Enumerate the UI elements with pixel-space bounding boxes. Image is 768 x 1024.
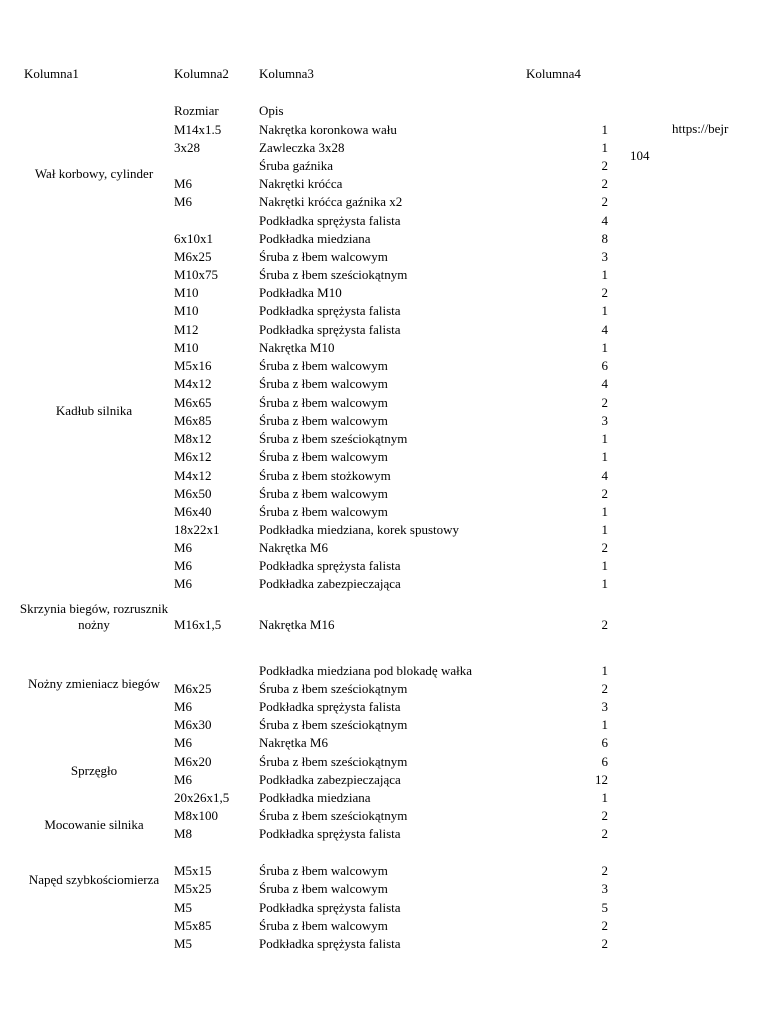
header-kolumna1: Kolumna1 xyxy=(24,66,79,81)
quantity-cell: 4 xyxy=(601,468,608,483)
table-row xyxy=(0,266,768,284)
quantity-cell: 3 xyxy=(601,413,608,428)
description-cell: Śruba z łbem sześciokątnym xyxy=(259,754,408,769)
table-row xyxy=(0,139,768,157)
table-row xyxy=(0,321,768,339)
description-cell: Śruba z łbem walcowym xyxy=(259,358,388,373)
size-cell: M6x12 xyxy=(174,449,212,464)
table-row xyxy=(0,430,768,448)
quantity-cell: 1 xyxy=(601,449,608,464)
table-row xyxy=(0,521,768,539)
table-row xyxy=(0,680,768,698)
description-cell: Śruba z łbem sześciokątnym xyxy=(259,717,408,732)
description-cell: Nakrętka M6 xyxy=(259,540,328,555)
quantity-cell: 2 xyxy=(601,194,608,209)
size-cell: M6x50 xyxy=(174,486,212,501)
table-row xyxy=(0,448,768,466)
table-row xyxy=(0,734,768,752)
size-cell: M5x15 xyxy=(174,863,212,878)
size-cell: M8x100 xyxy=(174,808,219,823)
table-row xyxy=(0,716,768,734)
quantity-cell: 1 xyxy=(601,303,608,318)
description-cell: Podkładka zabezpieczająca xyxy=(259,772,401,787)
quantity-cell: 1 xyxy=(601,558,608,573)
number-cell: 104 xyxy=(630,148,650,163)
quantity-cell: 1 xyxy=(601,431,608,446)
size-cell: M8x12 xyxy=(174,431,212,446)
description-cell: Podkładka zabezpieczająca xyxy=(259,576,401,591)
description-cell: Podkładka miedziana xyxy=(259,790,371,805)
description-cell: Śruba z łbem walcowym xyxy=(259,504,388,519)
size-cell: M6 xyxy=(174,194,193,209)
table-row xyxy=(0,302,768,320)
quantity-cell: 2 xyxy=(601,395,608,410)
description-cell: Śruba z łbem sześciokątnym xyxy=(259,681,408,696)
header-kolumna3: Kolumna3 xyxy=(259,66,314,81)
table-row xyxy=(0,935,768,953)
quantity-cell: 2 xyxy=(601,918,608,933)
quantity-cell: 1 xyxy=(601,122,608,137)
description-cell: Śruba z łbem stożkowym xyxy=(259,468,391,483)
description-cell: Śruba z łbem walcowym xyxy=(259,249,388,264)
table-row xyxy=(0,248,768,266)
quantity-cell: 6 xyxy=(601,735,608,750)
size-cell: M6 xyxy=(174,176,193,191)
description-cell: Śruba z łbem walcowym xyxy=(259,395,388,410)
description-cell: Śruba z łbem walcowym xyxy=(259,449,388,464)
quantity-cell: 1 xyxy=(601,790,608,805)
size-cell: 20x26x1,5 xyxy=(174,790,230,805)
table-row xyxy=(0,575,768,593)
description-cell: Nakrętka M16 xyxy=(259,617,335,632)
table-row xyxy=(0,503,768,521)
table-row xyxy=(0,212,768,230)
description-cell: Podkładka miedziana pod blokadę wałka xyxy=(259,663,472,678)
table-row xyxy=(0,121,768,139)
size-cell: M10x75 xyxy=(174,267,219,282)
description-cell: Podkładka sprężysta falista xyxy=(259,322,401,337)
table-row xyxy=(0,753,768,771)
subheader-size: Rozmiar xyxy=(174,103,219,118)
size-cell: M6 xyxy=(174,699,193,714)
table-row xyxy=(0,394,768,412)
size-cell: M14x1.5 xyxy=(174,122,222,137)
size-cell: M5 xyxy=(174,900,193,915)
table-row xyxy=(0,807,768,825)
size-cell: M10 xyxy=(174,303,199,318)
size-cell: M6 xyxy=(174,735,193,750)
description-cell: Podkładka miedziana xyxy=(259,231,371,246)
table-row xyxy=(0,485,768,503)
group-label-engine-case: Kadłub silnika xyxy=(55,403,133,418)
quantity-cell: 2 xyxy=(601,486,608,501)
quantity-cell: 1 xyxy=(601,140,608,155)
size-cell: M6 xyxy=(174,576,193,591)
description-cell: Podkładka sprężysta falista xyxy=(259,936,401,951)
group-label-clutch: Sprzęgło xyxy=(70,763,118,778)
description-cell: Śruba z łbem walcowym xyxy=(259,486,388,501)
table-row xyxy=(0,557,768,575)
quantity-cell: 4 xyxy=(601,322,608,337)
quantity-cell: 12 xyxy=(595,772,608,787)
quantity-cell: 6 xyxy=(601,358,608,373)
description-cell: Śruba z łbem walcowym xyxy=(259,881,388,896)
quantity-cell: 8 xyxy=(601,231,608,246)
quantity-cell: 5 xyxy=(601,900,608,915)
size-cell: M6 xyxy=(174,772,193,787)
quantity-cell: 2 xyxy=(601,936,608,951)
link-cell: https://bejr xyxy=(672,121,729,136)
description-cell: Zawleczka 3x28 xyxy=(259,140,345,155)
group-label-speedometer-drive: Napęd szybkościomierza xyxy=(28,872,160,887)
quantity-cell: 4 xyxy=(601,213,608,228)
subheader-description: Opis xyxy=(259,103,284,118)
table-row xyxy=(0,412,768,430)
table-row xyxy=(0,825,768,843)
description-cell: Śruba z łbem sześciokątnym xyxy=(259,808,408,823)
size-cell: M10 xyxy=(174,340,199,355)
table-row xyxy=(0,157,768,175)
quantity-cell: 1 xyxy=(601,717,608,732)
description-cell: Nakrętka M10 xyxy=(259,340,335,355)
quantity-cell: 2 xyxy=(601,826,608,841)
description-cell: Podkładka sprężysta falista xyxy=(259,213,401,228)
quantity-cell: 2 xyxy=(601,681,608,696)
size-cell: 18x22x1 xyxy=(174,522,220,537)
table-row xyxy=(0,789,768,807)
quantity-cell: 1 xyxy=(601,340,608,355)
table-row xyxy=(0,175,768,193)
quantity-cell: 3 xyxy=(601,249,608,264)
size-cell: M4x12 xyxy=(174,468,212,483)
description-cell: Nakrętki króćca xyxy=(259,176,343,191)
size-cell: M10 xyxy=(174,285,199,300)
quantity-cell: 2 xyxy=(601,863,608,878)
table-row xyxy=(0,862,768,880)
size-cell: M6x20 xyxy=(174,754,212,769)
size-cell: M6x40 xyxy=(174,504,212,519)
description-cell: Podkładka sprężysta falista xyxy=(259,699,401,714)
size-cell: M8 xyxy=(174,826,193,841)
size-cell: M5x16 xyxy=(174,358,212,373)
table-row xyxy=(0,698,768,716)
size-cell: M6x85 xyxy=(174,413,212,428)
description-cell: Śruba z łbem sześciokątnym xyxy=(259,267,408,282)
description-cell: Śruba gaźnika xyxy=(259,158,334,173)
table-row xyxy=(0,357,768,375)
table-row xyxy=(0,339,768,357)
description-cell: Podkładka M10 xyxy=(259,285,342,300)
table-row xyxy=(0,284,768,302)
description-cell: Śruba z łbem walcowym xyxy=(259,376,388,391)
size-cell: M5x85 xyxy=(174,918,212,933)
size-cell: 3x28 xyxy=(174,140,200,155)
quantity-cell: 1 xyxy=(601,522,608,537)
size-cell: M4x12 xyxy=(174,376,212,391)
description-cell: Podkładka sprężysta falista xyxy=(259,826,401,841)
table-row xyxy=(0,771,768,789)
size-cell: M6x65 xyxy=(174,395,212,410)
description-cell: Podkładka sprężysta falista xyxy=(259,558,401,573)
header-kolumna4: Kolumna4 xyxy=(526,66,581,81)
size-cell: M16x1,5 xyxy=(174,617,222,632)
size-cell: M5x25 xyxy=(174,881,212,896)
table-row xyxy=(0,230,768,248)
group-label-engine-mount: Mocowanie silnika xyxy=(44,817,144,832)
size-cell: M12 xyxy=(174,322,199,337)
quantity-cell: 1 xyxy=(601,576,608,591)
size-cell: M6 xyxy=(174,540,193,555)
description-cell: Śruba z łbem walcowym xyxy=(259,863,388,878)
header-kolumna2: Kolumna2 xyxy=(174,66,229,81)
quantity-cell: 6 xyxy=(601,754,608,769)
size-cell: M6 xyxy=(174,558,193,573)
quantity-cell: 1 xyxy=(601,504,608,519)
size-cell: M5 xyxy=(174,936,193,951)
quantity-cell: 2 xyxy=(601,176,608,191)
description-cell: Podkładka miedziana, korek spustowy xyxy=(259,522,460,537)
quantity-cell: 2 xyxy=(601,285,608,300)
size-cell: 6x10x1 xyxy=(174,231,213,246)
quantity-cell: 2 xyxy=(601,540,608,555)
description-cell: Śruba z łbem walcowym xyxy=(259,413,388,428)
table-row xyxy=(0,467,768,485)
table-row xyxy=(0,616,768,634)
description-cell: Śruba z łbem walcowym xyxy=(259,918,388,933)
quantity-cell: 2 xyxy=(601,808,608,823)
table-row xyxy=(0,193,768,211)
quantity-cell: 2 xyxy=(601,617,608,632)
description-cell: Podkładka sprężysta falista xyxy=(259,303,401,318)
group-label-crankshaft: Wał korbowy, cylinder xyxy=(34,166,154,181)
table-row xyxy=(0,880,768,898)
table-row xyxy=(0,899,768,917)
description-cell: Nakrętka koronkowa wału xyxy=(259,122,397,137)
description-cell: Nakrętka M6 xyxy=(259,735,328,750)
quantity-cell: 3 xyxy=(601,699,608,714)
description-cell: Nakrętki króćca gaźnika x2 xyxy=(259,194,403,209)
quantity-cell: 4 xyxy=(601,376,608,391)
size-cell: M6x25 xyxy=(174,249,212,264)
group-label-gear-shifter: Nożny zmieniacz biegów xyxy=(27,676,161,691)
table-row xyxy=(0,539,768,557)
table-row xyxy=(0,662,768,680)
size-cell: M6x30 xyxy=(174,717,212,732)
quantity-cell: 1 xyxy=(601,267,608,282)
description-cell: Śruba z łbem sześciokątnym xyxy=(259,431,408,446)
group-label-gearbox: Skrzynia biegów, rozrusznik nożny xyxy=(19,601,169,632)
quantity-cell: 1 xyxy=(601,663,608,678)
quantity-cell: 2 xyxy=(601,158,608,173)
table-row xyxy=(0,917,768,935)
table-row xyxy=(0,375,768,393)
quantity-cell: 3 xyxy=(601,881,608,896)
size-cell: M6x25 xyxy=(174,681,212,696)
description-cell: Podkładka sprężysta falista xyxy=(259,900,401,915)
